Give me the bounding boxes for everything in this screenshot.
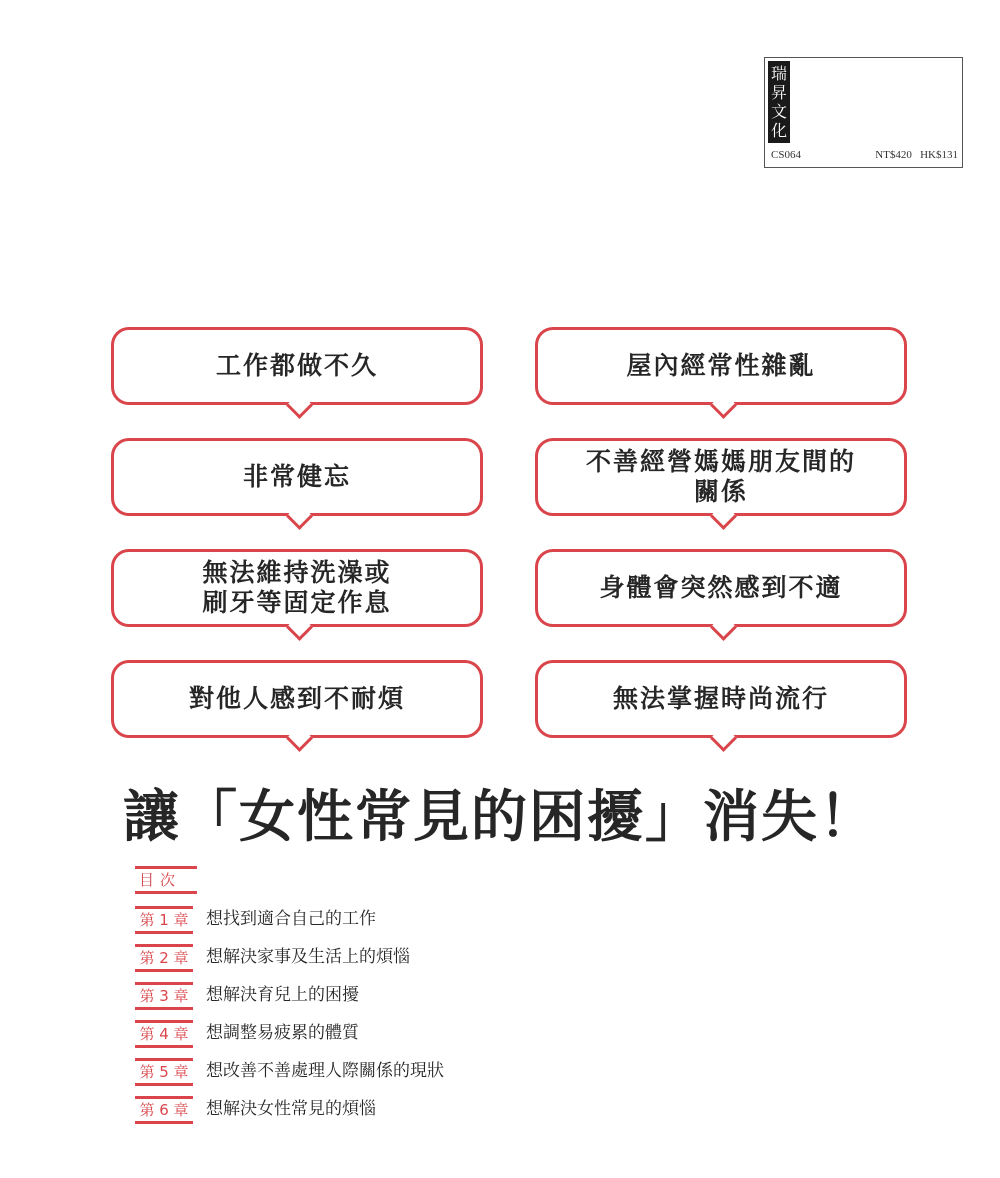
chapter-number: 第 4 章 [135, 1020, 193, 1048]
bubble-tail [710, 503, 737, 530]
bubble-tail [286, 614, 313, 641]
chapter-number: 第 1 章 [135, 906, 193, 934]
bubble-text: 不善經營媽媽朋友間的 關係 [585, 447, 856, 506]
bubble-tail [710, 725, 737, 752]
product-code: CS064 [771, 149, 801, 161]
problem-bubble [111, 549, 483, 627]
problem-bubble [111, 327, 483, 405]
problem-bubble [535, 438, 907, 516]
problem-bubble [535, 327, 907, 405]
chapter-title: 想調整易疲累的體質 [206, 1023, 359, 1043]
toc-label: 目次 [135, 866, 197, 894]
bubble-text: 屋內經常性雜亂 [626, 351, 816, 380]
bubble-text: 無法掌握時尚流行 [612, 684, 829, 713]
chapter-title: 想解決家事及生活上的煩惱 [206, 947, 410, 967]
publisher-info [771, 149, 958, 165]
problem-bubble [111, 438, 483, 516]
publisher-logo: 瑞 昇 文 化 [768, 61, 790, 143]
chapter-title: 想解決女性常見的煩惱 [206, 1099, 376, 1119]
chapter-number: 第 2 章 [135, 944, 193, 972]
chapter-title: 想解決育兒上的困擾 [206, 985, 359, 1005]
chapter-title: 想改善不善處理人際關係的現狀 [206, 1061, 444, 1081]
headline: 讓「女性常見的困擾」消失！ [123, 785, 877, 850]
bubble-text: 對他人感到不耐煩 [188, 684, 405, 713]
bubble-text: 非常健忘 [242, 462, 351, 491]
problem-bubble [535, 549, 907, 627]
chapter-title: 想找到適合自己的工作 [206, 909, 376, 929]
bubble-tail [710, 614, 737, 641]
publisher-box [764, 57, 963, 168]
bubble-tail [286, 725, 313, 752]
chapter-number: 第 6 章 [135, 1096, 193, 1124]
price-label: NT$420 HK$131 [875, 149, 958, 161]
problem-bubble [535, 660, 907, 738]
bubble-text: 工作都做不久 [215, 351, 378, 380]
bubble-tail [710, 392, 737, 419]
bubble-text: 無法維持洗澡或 刷牙等固定作息 [202, 558, 392, 617]
bubble-tail [286, 392, 313, 419]
chapter-number: 第 5 章 [135, 1058, 193, 1086]
chapter-number: 第 3 章 [135, 982, 193, 1010]
bubble-text: 身體會突然感到不適 [599, 573, 843, 602]
problem-bubble [111, 660, 483, 738]
bubble-tail [286, 503, 313, 530]
